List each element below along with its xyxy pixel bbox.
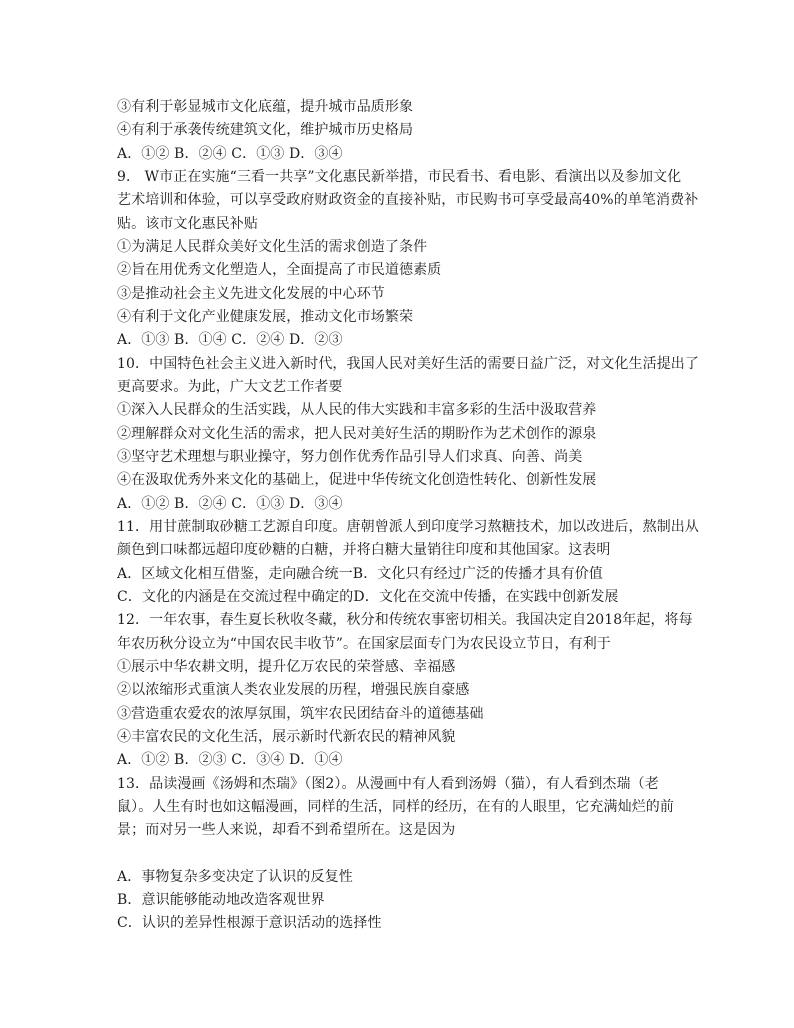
question-stem-line: 13．品读漫画《汤姆和杰瑞》（图2）。从漫画中有人看到汤姆（猫），有人看到杰瑞（老 xyxy=(117,775,659,792)
answer-choice-line: C．文化的内涵是在交流过程中确定的D．文化在交流中传播，在实践中创新发展 xyxy=(117,588,619,605)
statement-option: ①深入人民群众的生活实践，从人民的伟大实践和丰富多彩的生活中汲取营养 xyxy=(117,402,597,419)
question-stem-line: 鼠）。人生有时也如这幅漫画，同样的生活，同样的经历，在有的人眼里，它充满灿烂的前 xyxy=(117,798,674,815)
statement-option: ④有利于承袭传统建筑文化，维护城市历史格局 xyxy=(117,122,414,139)
question-11 xyxy=(117,516,717,609)
question-stem-line: 更高要求。为此，广大文艺工作者要 xyxy=(117,378,343,395)
question-stem-line: 贴。该市文化惠民补贴 xyxy=(117,215,258,232)
exam-page xyxy=(117,96,717,936)
statement-option: ④丰富农民的文化生活，展示新时代新农民的精神风貌 xyxy=(117,728,456,745)
statement-option: ④在汲取优秀外来文化的基础上，促进中华传统文化创造性转化、创新性发展 xyxy=(117,472,597,489)
question-stem-line: 11．用甘蔗制取砂糖工艺源自印度。唐朝曾派人到印度学习熬糖技术，加以改进后，熬制出从 xyxy=(117,518,700,535)
answer-choice-line: B．意识能够能动地改造客观世界 xyxy=(117,892,325,909)
statement-option: ④有利于文化产业健康发展，推动文化市场繁荣 xyxy=(117,308,414,325)
answer-choices: A．①② B．②③ C．③④ D．①④ xyxy=(117,752,343,769)
question-stem-line: 10．中国特色社会主义进入新时代，我国人民对美好生活的需要日益广泛，对文化生活提出了 xyxy=(117,355,700,372)
question-10 xyxy=(117,353,717,516)
answer-choices: A．①③ B．①④ C．②④ D．②③ xyxy=(117,332,343,349)
statement-option: ②以浓缩形式重演人类农业发展的历程，增强民族自豪感 xyxy=(117,682,470,699)
statement-option: ③坚守艺术理想与职业操守，努力创作优秀作品引导人们求真、向善、尚美 xyxy=(117,448,583,465)
statement-option: ③是推动社会主义先进文化发展的中心环节 xyxy=(117,285,385,302)
question-9 xyxy=(117,166,717,353)
statement-option: ①展示中华农耕文明，提升亿万农民的荣誉感、幸福感 xyxy=(117,658,456,675)
answer-choices: A．①② B．②④ C．①③ D．③④ xyxy=(117,495,343,512)
question-stem-line: 年农历秋分设立为“中国农民丰收节”。在国家层面专门为农民设立节日，有利于 xyxy=(117,635,611,652)
statement-option: ②理解群众对文化生活的需求，把人民对美好生活的期盼作为艺术创作的源泉 xyxy=(117,425,597,442)
answer-choice-line: C．认识的差异性根源于意识活动的选择性 xyxy=(117,915,382,932)
question-stem-line: 9． W市正在实施“三看一共享”文化惠民新举措，市民看书、看电影、看演出以及参加文化 xyxy=(117,168,682,185)
figure-gap xyxy=(117,843,717,866)
statement-option: ②旨在用优秀文化塑造人，全面提高了市民道德素质 xyxy=(117,262,442,279)
question-stem-line: 12．一年农事，春生夏长秋收冬藏，秋分和传统农事密切相关。我国决定自2018年起，将每 xyxy=(117,612,693,629)
question-stem-line: 艺术培训和体验，可以享受政府财政资金的直接补贴，市民购书可享受最高40%的单笔消费补 xyxy=(117,192,699,209)
question-stem-line: 景；而对另一些人来说，却看不到希望所在。这是因为 xyxy=(117,822,456,839)
question-8-continued xyxy=(117,96,717,166)
statement-option: ③有利于彰显城市文化底蕴，提升城市品质形象 xyxy=(117,99,414,115)
question-12 xyxy=(117,609,717,772)
statement-option: ③营造重农爱农的浓厚氛围，筑牢农民团结奋斗的道德基础 xyxy=(117,705,484,722)
statement-option: ①为满足人民群众美好文化生活的需求创造了条件 xyxy=(117,238,428,255)
answer-choices: A．①② B．②④ C．①③ D．③④ xyxy=(117,145,343,162)
answer-choice-line: A．区域文化相互借鉴，走向融合统一B．文化只有经过广泛的传播才具有价值 xyxy=(117,565,603,582)
answer-choice-line: A．事物复杂多变决定了认识的反复性 xyxy=(117,868,353,885)
question-stem-line: 颜色到口味都远超印度砂糖的白糖，并将白糖大量销往印度和其他国家。这表明 xyxy=(117,542,611,559)
question-13 xyxy=(117,773,717,936)
